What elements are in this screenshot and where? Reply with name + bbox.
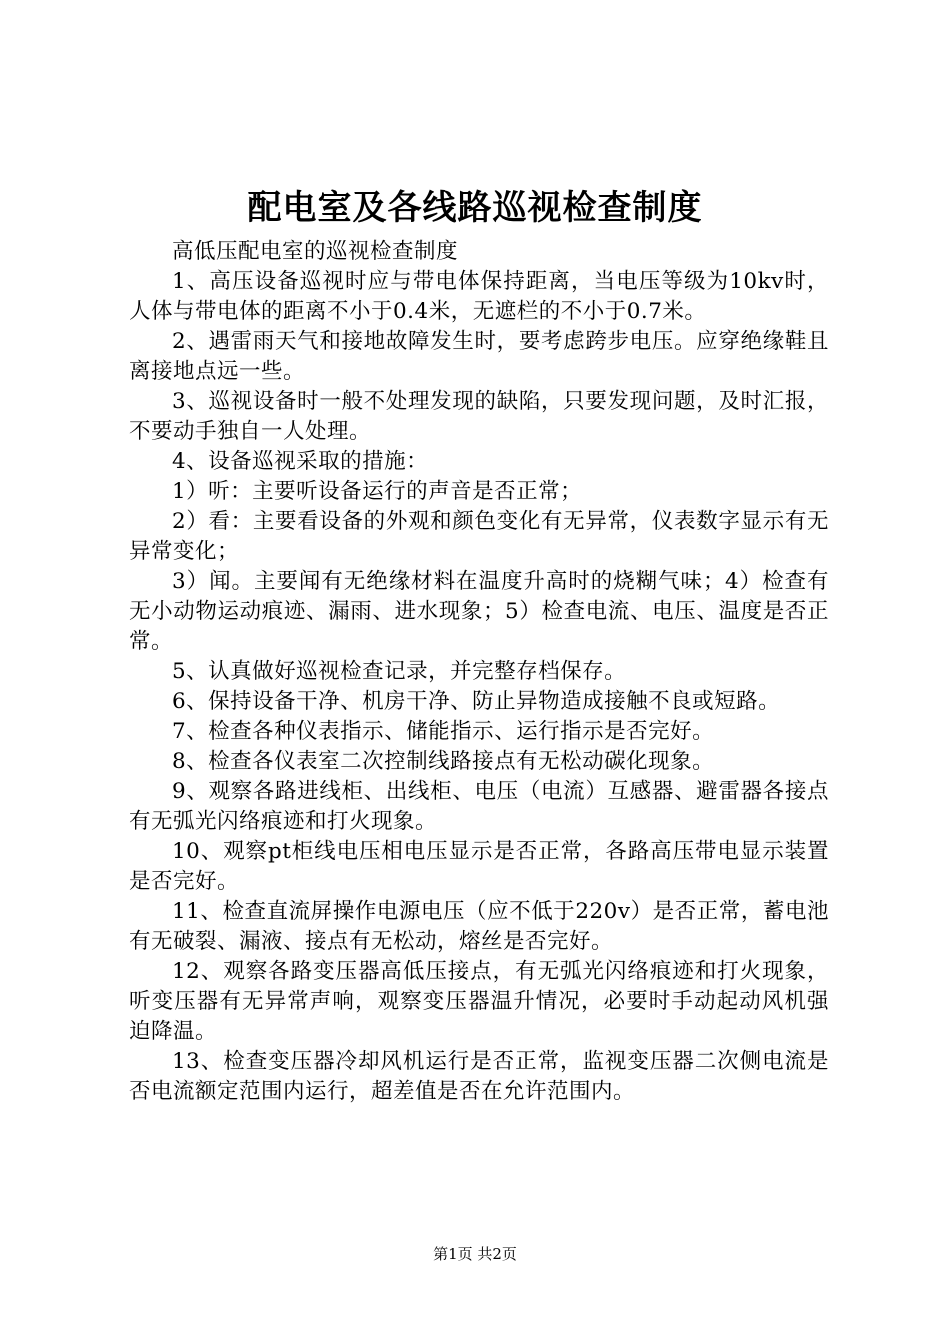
paragraph-item-13: 13、检查变压器冷却风机运行是否正常，监视变压器二次侧电流是否电流额定范围内运行，超差值是否在允许范围内。 xyxy=(129,1049,829,1104)
paragraph-item-7: 7、检查各种仪表指示、储能指示、运行指示是否完好。 xyxy=(172,719,715,744)
section-heading: 高低压配电室的巡视检查制度 xyxy=(172,239,459,264)
paragraph-sub-smell: 3）闻。主要闻有无绝缘材料在温度升高时的烧糊气味；4）检查有无小动物运动痕迹、漏雨、进水现象；5）检查电流、电压、温度是否正常。 xyxy=(129,569,829,654)
paragraph-sub-look: 2）看：主要看设备的外观和颜色变化有无异常，仪表数字显示有无异常变化； xyxy=(129,509,829,564)
paragraph-item-12: 12、观察各路变压器高低压接点，有无弧光闪络痕迹和打火现象，听变压器有无异常声响，观察变压器温升情况，必要时手动起动风机强迫降温。 xyxy=(129,959,829,1044)
paragraph-item-2: 2、遇雷雨天气和接地故障发生时，要考虑跨步电压。应穿绝缘鞋且离接地点远一些。 xyxy=(129,329,829,384)
document-body xyxy=(129,237,829,1107)
paragraph-sub-listen: 1）听：主要听设备运行的声音是否正常； xyxy=(172,479,583,504)
page-number-footer: 第1页 共2页 xyxy=(433,1245,517,1263)
paragraph-item-4: 4、设备巡视采取的措施： xyxy=(172,449,429,474)
paragraph-item-8: 8、检查各仪表室二次控制线路接点有无松动碳化现象。 xyxy=(172,749,715,774)
paragraph-item-10: 10、观察pt柜线电压相电压显示是否正常，各路高压带电显示装置是否完好。 xyxy=(129,839,829,894)
paragraph-item-1: 1、高压设备巡视时应与带电体保持距离，当电压等级为10kv时，人体与带电体的距离不小于0.4米，无遮栏的不小于0.7米。 xyxy=(129,269,829,324)
paragraph-item-5: 5、认真做好巡视检查记录，并完整存档保存。 xyxy=(172,659,627,684)
paragraph-item-11: 11、检查直流屏操作电源电压（应不低于220v）是否正常，蓄电池有无破裂、漏液、接点有无松动，熔丝是否完好。 xyxy=(129,899,829,954)
paragraph-item-9: 9、观察各路进线柜、出线柜、电压（电流）互感器、避雷器各接点有无弧光闪络痕迹和打火现象。 xyxy=(129,779,829,834)
document-title: 配电室及各线路巡视检查制度 xyxy=(247,188,703,228)
paragraph-item-6: 6、保持设备干净、机房干净、防止异物造成接触不良或短路。 xyxy=(172,689,781,714)
paragraph-item-3: 3、巡视设备时一般不处理发现的缺陷，只要发现问题，及时汇报，不要动手独自一人处理。 xyxy=(129,389,829,444)
